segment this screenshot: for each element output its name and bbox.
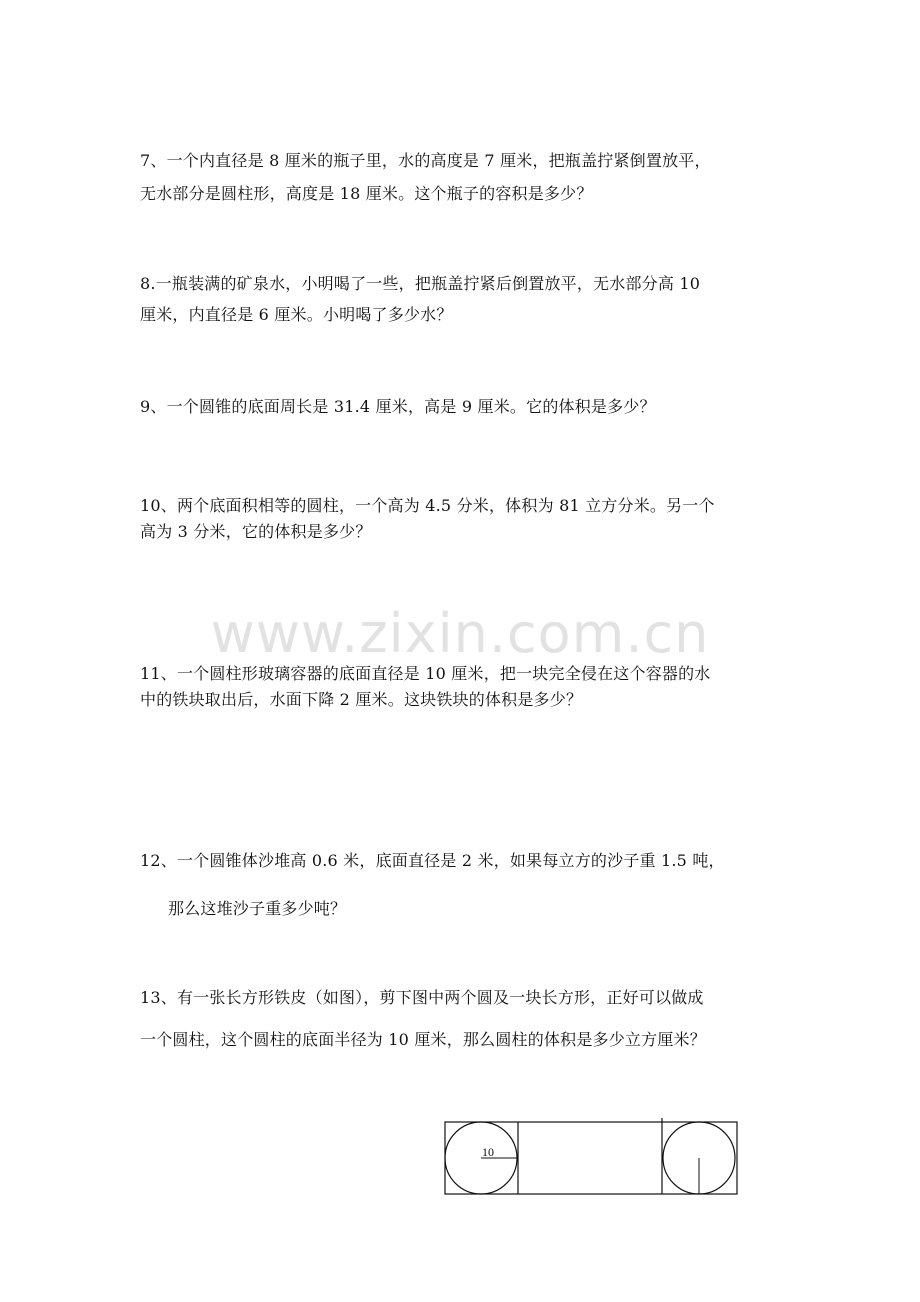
question-8-line-1: 8.一瓶装满的矿泉水，小明喝了一些，把瓶盖拧紧后倒置放平，无水部分高 10 [140,274,701,293]
question-10-line-1: 10、两个底面积相等的圆柱，一个高为 4.5 分米，体积为 81 立方分米。另一个 [140,496,715,515]
iron-sheet-figure [444,1118,740,1198]
question-11-line-2: 中的铁块取出后，水面下降 2 厘米。这块铁块的体积是多少？ [140,690,583,709]
question-7-line-1: 7、一个内直径是 8 厘米的瓶子里，水的高度是 7 厘米，把瓶盖拧紧倒置放平， [140,151,711,170]
question-12-line-1: 12、一个圆锥体沙堆高 0.6 米，底面直径是 2 米，如果每立方的沙子重 1.5 吨， [140,851,725,870]
question-9-line-1: 9、一个圆锥的底面周长是 31.4 厘米，高是 9 厘米。它的体积是多少？ [140,397,656,416]
question-13-line-1: 13、有一张长方形铁皮（如图），剪下图中两个圆及一块长方形，正好可以做成 [140,988,704,1007]
radius-label: 10 [482,1145,494,1159]
question-13-line-2: 一个圆柱，这个圆柱的底面半径为 10 厘米，那么圆柱的体积是多少立方厘米？ [140,1030,706,1049]
question-8-line-2: 厘米，内直径是 6 厘米。小明喝了多少水？ [140,305,453,324]
question-7-line-2: 无水部分是圆柱形，高度是 18 厘米。这个瓶子的容积是多少？ [140,184,593,203]
question-10-line-2: 高为 3 分米，它的体积是多少？ [140,522,372,541]
question-12-line-2: 那么这堆沙子重多少吨？ [168,899,347,918]
question-11-line-1: 11、一个圆柱形玻璃容器的底面直径是 10 厘米，把一块完全侵在这个容器的水 [140,664,711,683]
watermark: www.zixin.com.cn [210,602,710,665]
iron-sheet-diagram [444,1118,740,1198]
